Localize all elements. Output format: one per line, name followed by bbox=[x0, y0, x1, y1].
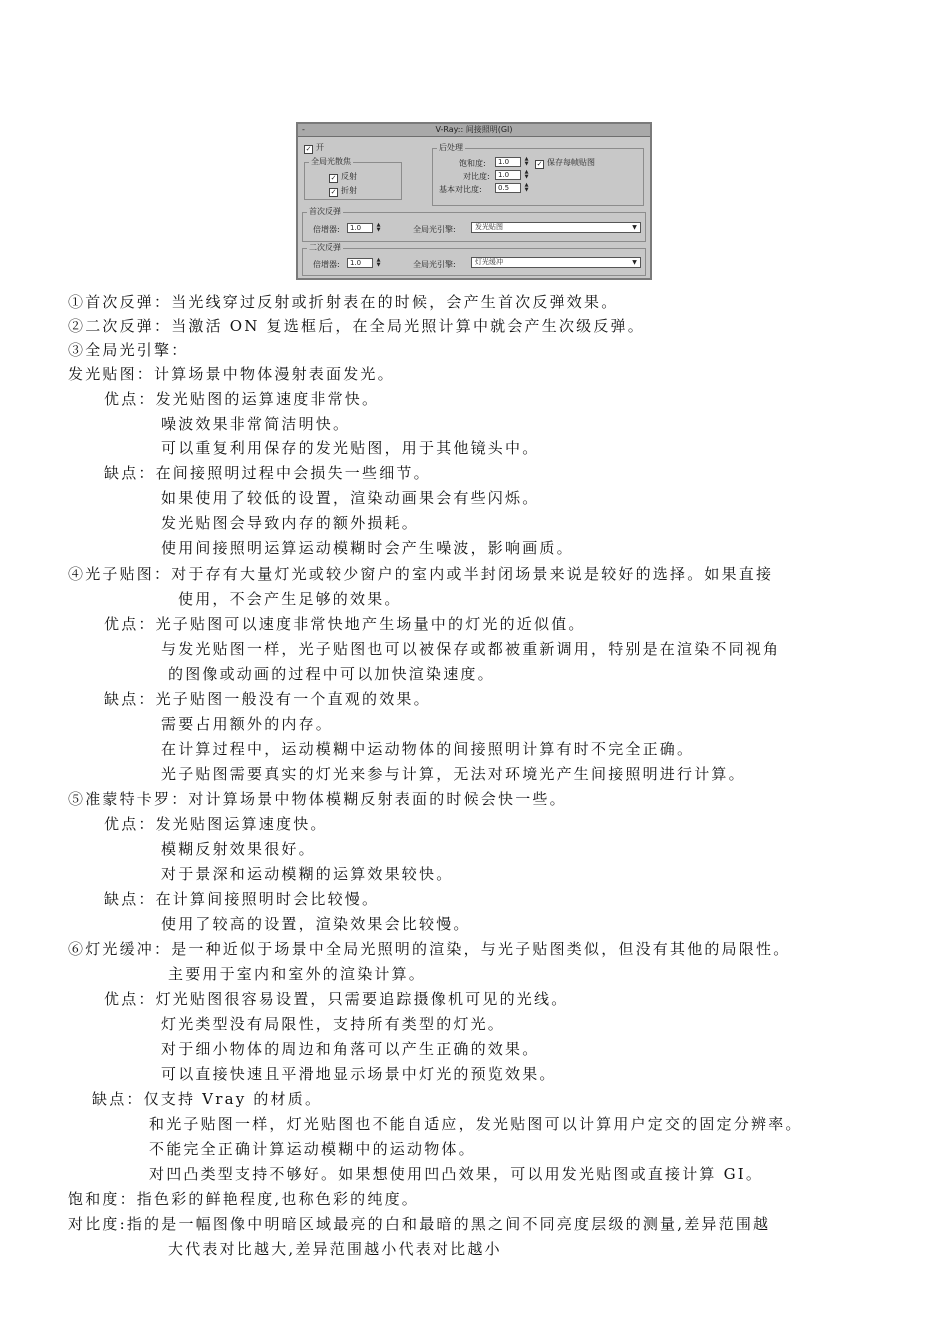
post-processing-group bbox=[432, 143, 644, 206]
dropdown-arrow-icon[interactable]: ▼ bbox=[632, 259, 637, 266]
text-line: 的图像或动画的过程中可以加快渲染速度。 bbox=[168, 665, 495, 683]
gi-on-label: 开 bbox=[316, 143, 324, 152]
refractive-label: 折射 bbox=[341, 186, 357, 195]
dialog-title-bar[interactable] bbox=[298, 124, 650, 137]
contrast-base-label: 基本对比度: bbox=[439, 185, 482, 194]
spinner-arrows-icon[interactable]: ▲ ▼ bbox=[524, 182, 529, 193]
text-line: 缺点：在计算间接照明时会比较慢。 bbox=[104, 890, 380, 908]
text-line: 大代表对比越大,差异范围越小代表对比越小 bbox=[168, 1240, 502, 1258]
collapse-icon[interactable]: - bbox=[302, 125, 305, 134]
text-line: 对凹凸类型支持不够好。如果想使用凹凸效果，可以用发光贴图或直接计算 GI。 bbox=[149, 1165, 764, 1183]
text-line: 不能完全正确计算运动模糊中的运动物体。 bbox=[149, 1140, 476, 1158]
text-line: 优点：灯光贴图很容易设置，只需要追踪摄像机可见的光线。 bbox=[104, 990, 569, 1008]
text-line: 使用了较高的设置，渲染效果会比较慢。 bbox=[161, 915, 471, 933]
text-line: 发光贴图会导致内存的额外损耗。 bbox=[161, 514, 420, 532]
secondary-engine-value: 灯光缓冲 bbox=[475, 258, 503, 266]
text-line: 缺点：仅支持 Vray 的材质。 bbox=[92, 1090, 323, 1108]
text-line: 模糊反射效果很好。 bbox=[161, 840, 316, 858]
secondary-bounces-group bbox=[302, 243, 646, 276]
reflective-label: 反射 bbox=[341, 172, 357, 181]
save-maps-checkbox[interactable] bbox=[535, 157, 595, 169]
text-line: 灯光类型没有局限性，支持所有类型的灯光。 bbox=[161, 1015, 506, 1033]
text-line: 在计算过程中，运动模糊中运动物体的间接照明计算有时不完全正确。 bbox=[161, 740, 695, 758]
text-line: ⑤准蒙特卡罗：对计算场景中物体模糊反射表面的时候会快一些。 bbox=[68, 790, 567, 808]
text-line: 缺点：光子贴图一般没有一个直观的效果。 bbox=[104, 690, 431, 708]
spinner-arrows-icon[interactable]: ▲ ▼ bbox=[524, 169, 529, 180]
text-line: ②二次反弹：当激活 ON 复选框后，在全局光照计算中就会产生次级反弹。 bbox=[68, 317, 645, 335]
primary-engine-label: 全局光引擎: bbox=[413, 225, 456, 234]
spinner-arrows-icon[interactable]: ▲ ▼ bbox=[524, 156, 529, 167]
primary-bounces-label: 首次反弹 bbox=[309, 207, 341, 216]
text-line: 饱和度：指色彩的鲜艳程度,也称色彩的纯度。 bbox=[68, 1190, 419, 1208]
primary-bounces-group bbox=[302, 207, 646, 242]
secondary-multiplier-label: 倍增器: bbox=[313, 260, 340, 269]
check-icon: ✓ bbox=[305, 145, 312, 153]
spinner-arrows-icon[interactable]: ▲ ▼ bbox=[376, 257, 381, 268]
text-line: 使用间接照明运算运动模糊时会产生噪波，影响画质。 bbox=[161, 539, 574, 557]
check-icon: ✓ bbox=[330, 188, 337, 196]
secondary-engine-select[interactable] bbox=[471, 257, 641, 268]
text-line: 对于细小物体的周边和角落可以产生正确的效果。 bbox=[161, 1040, 540, 1058]
contrast-label: 对比度: bbox=[463, 172, 490, 181]
dialog-title: V-Ray:: 间接照明(GI) bbox=[435, 125, 513, 134]
text-line: 优点：发光贴图运算速度快。 bbox=[104, 815, 328, 833]
text-line: 光子贴图需要真实的灯光来参与计算，无法对环境光产生间接照明进行计算。 bbox=[161, 765, 746, 783]
spinner-arrows-icon[interactable]: ▲ ▼ bbox=[376, 222, 381, 233]
saturation-spinner[interactable]: 1.0 bbox=[495, 157, 521, 167]
text-line: 需要占用额外的内存。 bbox=[161, 715, 334, 733]
text-line: ④光子贴图：对于存有大量灯光或较少窗户的室内或半封闭场景来说是较好的选择。如果直接 bbox=[68, 565, 774, 583]
text-line: ①首次反弹：当光线穿过反射或折射表在的时候，会产生首次反弹效果。 bbox=[68, 293, 619, 311]
text-line: ⑥灯光缓冲：是一种近似于场景中全局光照明的渲染，与光子贴图类似，但没有其他的局限性。 bbox=[68, 940, 791, 958]
secondary-multiplier-spinner[interactable]: 1.0 bbox=[347, 258, 373, 268]
text-line: 对于景深和运动模糊的运算效果较快。 bbox=[161, 865, 454, 883]
text-line: 优点：发光贴图的运算速度非常快。 bbox=[104, 390, 380, 408]
text-line: 与发光贴图一样，光子贴图也可以被保存或都被重新调用，特别是在渲染不同视角 bbox=[161, 640, 781, 658]
text-line: 缺点：在间接照明过程中会损失一些细节。 bbox=[104, 464, 431, 482]
secondary-bounces-label: 二次反弹 bbox=[309, 243, 341, 252]
contrast-base-spinner[interactable]: 0.5 bbox=[495, 183, 521, 193]
primary-engine-select[interactable] bbox=[471, 222, 641, 233]
primary-multiplier-spinner[interactable]: 1.0 bbox=[347, 223, 373, 233]
secondary-engine-label: 全局光引擎: bbox=[413, 260, 456, 269]
text-line: 可以重复利用保存的发光贴图，用于其他镜头中。 bbox=[161, 439, 540, 457]
check-icon: ✓ bbox=[536, 160, 543, 168]
refractive-checkbox[interactable] bbox=[329, 185, 357, 197]
save-maps-label: 保存每帧贴图 bbox=[547, 158, 595, 167]
primary-engine-value: 发光贴图 bbox=[475, 223, 503, 231]
vray-gi-dialog bbox=[296, 122, 652, 280]
gi-caustics-group bbox=[304, 157, 402, 200]
contrast-spinner[interactable]: 1.0 bbox=[495, 170, 521, 180]
text-line: 主要用于室内和室外的渲染计算。 bbox=[168, 965, 427, 983]
check-icon: ✓ bbox=[330, 174, 337, 182]
reflective-checkbox[interactable] bbox=[329, 171, 357, 183]
text-line: 可以直接快速且平滑地显示场景中灯光的预览效果。 bbox=[161, 1065, 557, 1083]
text-line: 如果使用了较低的设置，渲染动画果会有些闪烁。 bbox=[161, 489, 540, 507]
dropdown-arrow-icon[interactable]: ▼ bbox=[632, 224, 637, 231]
text-line: 对比度:指的是一幅图像中明暗区域最亮的白和最暗的黑之间不同亮度层级的测量,差异范围越 bbox=[68, 1215, 771, 1233]
text-line: 噪波效果非常简洁明快。 bbox=[161, 415, 351, 433]
gi-caustics-label: 全局光散焦 bbox=[311, 157, 351, 166]
text-line: 和光子贴图一样，灯光贴图也不能自适应，发光贴图可以计算用户定交的固定分辨率。 bbox=[149, 1115, 803, 1133]
text-line: ③全局光引擎： bbox=[68, 341, 189, 359]
saturation-label: 饱和度: bbox=[459, 159, 486, 168]
gi-on-checkbox[interactable] bbox=[304, 142, 324, 154]
text-line: 优点：光子贴图可以速度非常快地产生场量中的灯光的近似值。 bbox=[104, 615, 586, 633]
text-line: 发光贴图：计算场景中物体漫射表面发光。 bbox=[68, 365, 395, 383]
primary-multiplier-label: 倍增器: bbox=[313, 225, 340, 234]
post-processing-label: 后处理 bbox=[439, 143, 463, 152]
text-line: 使用，不会产生足够的效果。 bbox=[178, 590, 402, 608]
